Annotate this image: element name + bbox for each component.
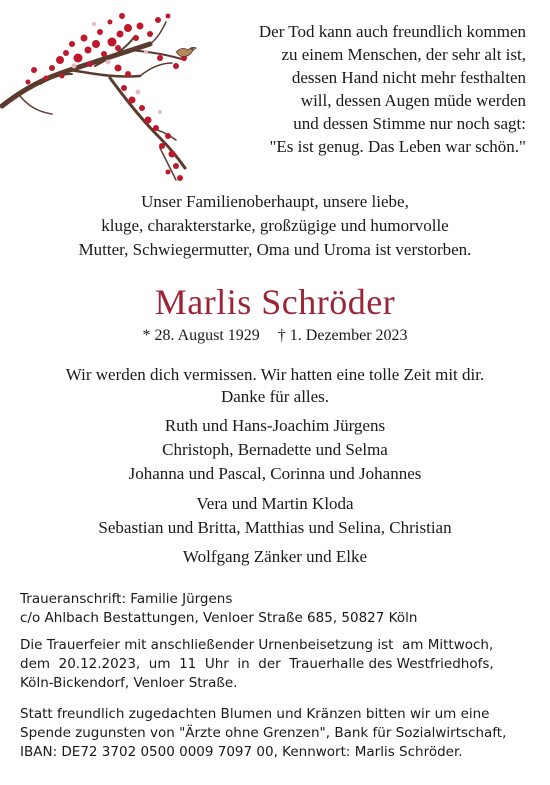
poem-line: will, dessen Augen müde werden	[300, 91, 526, 110]
donation-line: Spende zugunsten von "Ärzte ohne Grenzen", Bank für Sozialwirtschaft,	[20, 725, 507, 741]
birth-date: * 28. August 1929	[142, 327, 260, 344]
ceremony-info	[20, 636, 526, 693]
donation-line: IBAN: DE72 3702 0500 0009 7097 00, Kennwort: Marlis Schröder.	[20, 744, 463, 760]
farewell-line: Wir werden dich vermissen. Wir hatten eine tolle Zeit mit dir.	[65, 365, 485, 384]
poem	[196, 20, 526, 158]
mourners-line: Sebastian und Britta, Matthias und Selina, Christian	[98, 518, 452, 537]
poem-line: und dessen Stimme nur noch sagt:	[293, 114, 526, 133]
poem-line: zu einem Menschen, der sehr alt ist,	[281, 45, 526, 64]
mourners-group-2	[0, 492, 550, 540]
intro-line: Mutter, Schwiegermutter, Oma und Uroma ist verstorben.	[78, 240, 472, 259]
deceased-name: Marlis Schröder	[154, 282, 396, 322]
mourners-line: Wolfgang Zänker und Elke	[182, 547, 368, 566]
poem-line: dessen Hand nicht mehr festhalten	[291, 68, 526, 87]
death-date: † 1. Dezember 2023	[277, 327, 408, 344]
poem-line: "Es ist genug. Das Leben war schön."	[269, 137, 526, 156]
intro-line: Unser Familienoberhaupt, unsere liebe,	[141, 192, 409, 211]
mourners-line: Christoph, Bernadette und Selma	[162, 440, 388, 459]
intro-text	[0, 190, 550, 262]
mourners-group-1	[0, 414, 550, 486]
ceremony-line: Die Trauerfeier mit anschließender Urnenbeisetzung ist am Mittwoch,	[20, 637, 494, 653]
donation-info	[20, 705, 526, 762]
mourners-line: Johanna und Pascal, Corinna und Johannes	[128, 464, 422, 483]
ceremony-line: Köln-Bickendorf, Venloer Straße.	[20, 675, 238, 691]
mourners-group-3	[0, 545, 550, 569]
poem-line: Der Tod kann auch freundlich kommen	[258, 22, 526, 41]
address-line: Traueranschrift: Familie Jürgens	[20, 591, 233, 607]
ceremony-line: dem 20.12.2023, um 11 Uhr in der Trauerhalle des Westfriedhofs,	[20, 656, 494, 672]
life-dates	[0, 327, 550, 345]
mourning-address	[20, 590, 526, 628]
intro-line: kluge, charakterstarke, großzügige und humorvolle	[101, 216, 449, 235]
farewell-message	[0, 364, 550, 408]
farewell-line: Danke für alles.	[220, 387, 330, 406]
bird-icon	[176, 47, 196, 56]
donation-line: Statt freundlich zugedachten Blumen und Kränzen bitten wir um eine	[20, 706, 490, 722]
address-line: c/o Ahlbach Bestattungen, Venloer Straße 685, 50827 Köln	[20, 610, 418, 626]
blossom-branch-illustration	[0, 8, 215, 193]
mourners-line: Ruth und Hans-Joachim Jürgens	[164, 416, 386, 435]
mourners-line: Vera und Martin Kloda	[196, 494, 354, 513]
